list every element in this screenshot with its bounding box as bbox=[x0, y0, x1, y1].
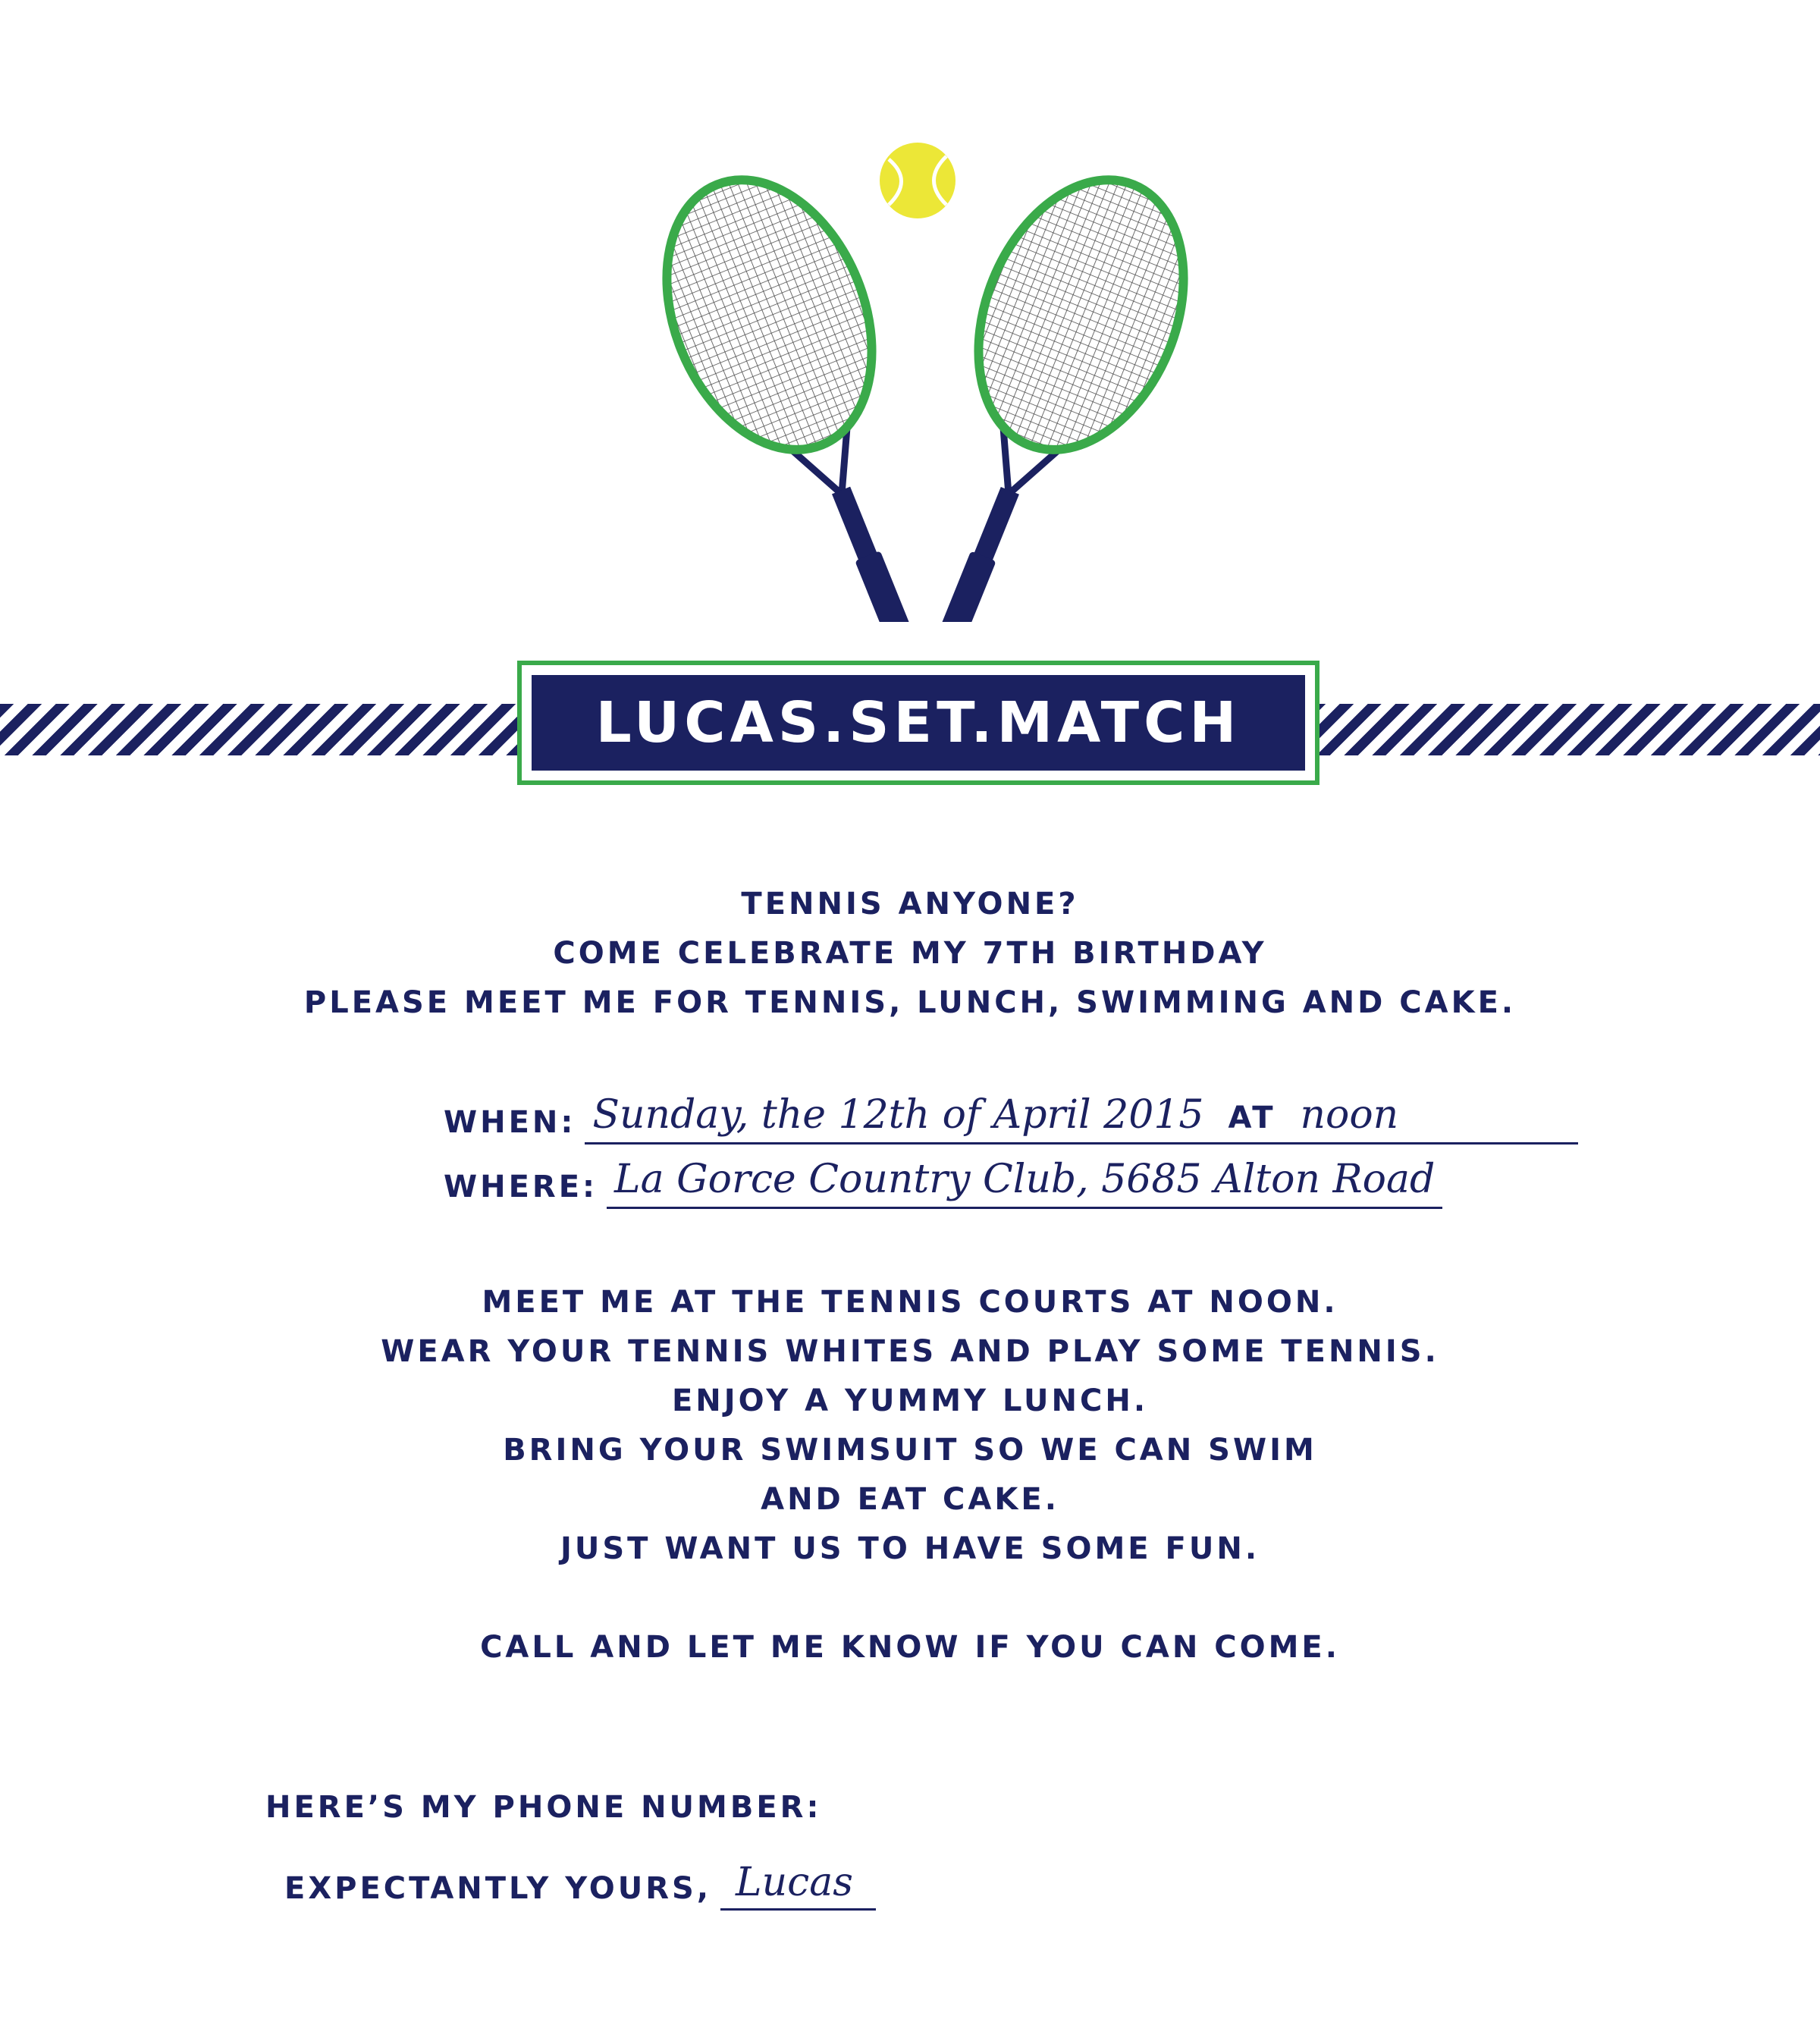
details-line: BRING YOUR SWIMSUIT SO WE CAN SWIM bbox=[503, 1433, 1317, 1468]
intro-line: TENNIS ANYONE? bbox=[741, 887, 1079, 922]
rsvp-line: CALL AND LET ME KNOW IF YOU CAN COME. bbox=[480, 1630, 1340, 1665]
rsvp-block bbox=[0, 1623, 1820, 1672]
details-line: AND EAT CAKE. bbox=[761, 1482, 1059, 1517]
left-racket-icon bbox=[652, 149, 992, 622]
intro-line: PLEASE MEET ME FOR TENNIS, LUNCH, SWIMMING AND CAKE. bbox=[303, 985, 1517, 1020]
details-line: JUST WANT US TO HAVE SOME FUN. bbox=[560, 1531, 1260, 1566]
signoff-row bbox=[284, 1860, 876, 1911]
phone-label: HERE’S MY PHONE NUMBER: bbox=[265, 1790, 822, 1825]
striped-band-left bbox=[0, 704, 523, 755]
where-row bbox=[444, 1157, 1442, 1209]
when-time: noon bbox=[1300, 1092, 1399, 1138]
striped-band-right bbox=[1312, 704, 1820, 755]
phone-row bbox=[265, 1790, 821, 1825]
where-label: WHERE: bbox=[444, 1170, 598, 1204]
intro-line: COME CELEBRATE MY 7TH BIRTHDAY bbox=[553, 936, 1267, 971]
when-label: WHEN: bbox=[444, 1105, 576, 1140]
when-connector: AT bbox=[1228, 1101, 1276, 1135]
signoff-name: Lucas bbox=[720, 1860, 876, 1911]
title-banner-inner bbox=[532, 675, 1305, 771]
intro-block bbox=[0, 880, 1820, 1028]
banner-title: LUCAS.SET.MATCH bbox=[595, 690, 1241, 755]
details-line: WEAR YOUR TENNIS WHITES AND PLAY SOME TENNIS. bbox=[381, 1334, 1439, 1369]
right-racket-icon bbox=[858, 149, 1198, 622]
crossed-tennis-rackets-icon bbox=[652, 129, 1198, 622]
when-date: Sunday, the 12th of April 2015 bbox=[592, 1092, 1204, 1138]
signoff-label: EXPECTANTLY YOURS, bbox=[284, 1871, 712, 1906]
when-field bbox=[585, 1092, 1578, 1145]
details-line: ENJOY A YUMMY LUNCH. bbox=[671, 1383, 1149, 1418]
tennis-ball-icon bbox=[880, 143, 956, 218]
when-row bbox=[444, 1092, 1578, 1145]
title-banner bbox=[517, 661, 1320, 785]
where-value: La Gorce Country Club, 5685 Alton Road bbox=[607, 1157, 1442, 1209]
details-line: MEET ME AT THE TENNIS COURTS AT NOON. bbox=[482, 1285, 1338, 1320]
details-block bbox=[0, 1278, 1820, 1574]
